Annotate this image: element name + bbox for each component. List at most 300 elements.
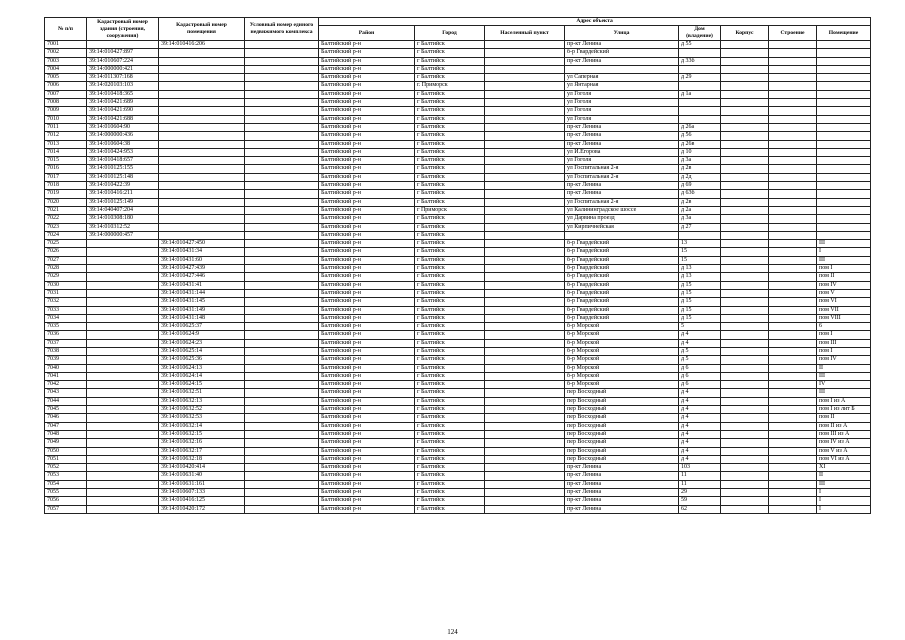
table-cell	[817, 82, 871, 90]
table-cell: д 69	[679, 182, 721, 190]
table-row	[45, 90, 871, 98]
table-cell	[721, 173, 769, 181]
table-cell	[817, 190, 871, 198]
table-cell: пр-кт Ленина	[565, 41, 679, 49]
table-cell	[679, 231, 721, 239]
table-cell: пр-кт Ленина	[565, 480, 679, 488]
table-cell: г Балтийск	[415, 372, 485, 380]
table-cell: 39:14:010632:52	[159, 406, 245, 414]
table-cell: д 56	[679, 132, 721, 140]
table-cell: 13	[679, 240, 721, 248]
table-cell	[769, 198, 817, 206]
table-cell	[159, 123, 245, 131]
table-cell: 7015	[45, 157, 87, 165]
table-cell: 29	[679, 489, 721, 497]
table-cell: г Балтийск	[415, 414, 485, 422]
table-cell	[485, 132, 565, 140]
table-cell: 39:14:010125:148	[87, 173, 159, 181]
table-cell	[769, 497, 817, 505]
table-cell	[769, 99, 817, 107]
table-cell: ул Калининградское шоссе	[565, 206, 679, 214]
table-row	[45, 173, 871, 181]
table-cell	[485, 240, 565, 248]
table-cell	[721, 430, 769, 438]
table-cell: Балтийский р-н	[319, 82, 415, 90]
table-cell: Балтийский р-н	[319, 489, 415, 497]
table-cell: 7046	[45, 414, 87, 422]
table-cell: д 5	[679, 356, 721, 364]
table-cell	[769, 90, 817, 98]
table-cell: Балтийский р-н	[319, 173, 415, 181]
table-cell: г Балтийск	[415, 505, 485, 513]
table-cell: 39:14:010631:40	[159, 472, 245, 480]
table-cell	[485, 439, 565, 447]
table-cell: пом I	[817, 265, 871, 273]
table-cell: III	[817, 372, 871, 380]
table-cell: III	[817, 389, 871, 397]
table-cell: пом III из А	[817, 430, 871, 438]
table-cell: пр-кт Ленина	[565, 57, 679, 65]
table-cell	[485, 198, 565, 206]
table-cell: г Балтийск	[415, 256, 485, 264]
table-cell: д 4	[679, 430, 721, 438]
table-cell: г Балтийск	[415, 439, 485, 447]
table-cell: Балтийский р-н	[319, 397, 415, 405]
table-cell: пер Восходный	[565, 439, 679, 447]
table-cell	[817, 157, 871, 165]
table-cell	[721, 447, 769, 455]
table-cell	[817, 198, 871, 206]
table-cell	[245, 273, 319, 281]
table-cell	[485, 256, 565, 264]
table-cell	[721, 65, 769, 73]
table-cell: 7034	[45, 314, 87, 322]
table-cell	[485, 455, 565, 463]
table-cell: г Балтийск	[415, 198, 485, 206]
table-cell: Балтийский р-н	[319, 273, 415, 281]
table-cell: б-р Морской	[565, 356, 679, 364]
table-cell	[245, 281, 319, 289]
table-row	[45, 231, 871, 239]
table-cell: 62	[679, 505, 721, 513]
table-cell	[485, 206, 565, 214]
table-row	[45, 489, 871, 497]
table-cell	[721, 265, 769, 273]
table-cell: д 6	[679, 381, 721, 389]
header-cad-room: Кадастровый номер помещения	[159, 18, 245, 41]
table-cell: г Балтийск	[415, 323, 485, 331]
table-cell	[721, 182, 769, 190]
table-cell	[245, 406, 319, 414]
table-cell	[769, 41, 817, 49]
table-cell: пом I из лит Б	[817, 406, 871, 414]
table-cell	[721, 256, 769, 264]
table-cell	[485, 223, 565, 231]
table-cell: ул Янтарная	[565, 82, 679, 90]
table-cell	[159, 182, 245, 190]
table-cell: пом V	[817, 289, 871, 297]
table-cell	[769, 256, 817, 264]
table-cell	[721, 231, 769, 239]
table-cell	[87, 364, 159, 372]
table-cell: Балтийский р-н	[319, 464, 415, 472]
table-cell: 39:14:010427:450	[159, 240, 245, 248]
table-cell	[721, 464, 769, 472]
table-cell	[485, 356, 565, 364]
table-cell: д 4	[679, 439, 721, 447]
table-cell: 7042	[45, 381, 87, 389]
table-cell	[769, 464, 817, 472]
table-cell: 7022	[45, 215, 87, 223]
table-cell	[721, 132, 769, 140]
table-cell	[485, 289, 565, 297]
table-cell	[769, 157, 817, 165]
table-cell	[245, 215, 319, 223]
header-korpus: Корпус	[721, 26, 769, 41]
table-row	[45, 256, 871, 264]
table-cell	[87, 265, 159, 273]
table-cell: 39:14:000000:457	[87, 231, 159, 239]
table-cell	[485, 231, 565, 239]
table-cell: 39:14:010427:897	[87, 49, 159, 57]
table-cell: 7013	[45, 140, 87, 148]
table-cell: г Балтийск	[415, 306, 485, 314]
table-cell: 7002	[45, 49, 87, 57]
table-cell	[245, 182, 319, 190]
table-cell	[485, 489, 565, 497]
table-row	[45, 182, 871, 190]
table-cell: д 26в	[679, 140, 721, 148]
table-cell	[769, 74, 817, 82]
table-cell: 39:14:010604:38	[87, 140, 159, 148]
table-cell: 7039	[45, 356, 87, 364]
table-cell: 7014	[45, 148, 87, 156]
table-cell: 39:14:020103:103	[87, 82, 159, 90]
table-cell: пер Восходный	[565, 389, 679, 397]
table-cell: 7047	[45, 422, 87, 430]
table-cell: Балтийский р-н	[319, 323, 415, 331]
table-cell: 39:14:010431:144	[159, 289, 245, 297]
table-cell: Балтийский р-н	[319, 372, 415, 380]
table-cell	[87, 314, 159, 322]
table-cell	[679, 99, 721, 107]
table-cell: пр-кт Ленина	[565, 190, 679, 198]
table-row	[45, 265, 871, 273]
table-cell: г Балтийск	[415, 430, 485, 438]
table-cell: 6	[817, 323, 871, 331]
table-cell: Балтийский р-н	[319, 347, 415, 355]
table-cell	[721, 190, 769, 198]
table-cell	[87, 505, 159, 513]
table-cell: пом VI из А	[817, 455, 871, 463]
table-cell	[721, 422, 769, 430]
table-cell: 7056	[45, 497, 87, 505]
table-cell: Балтийский р-н	[319, 331, 415, 339]
table-cell	[721, 99, 769, 107]
table-cell: 39:14:010420:172	[159, 505, 245, 513]
table-cell: 7030	[45, 281, 87, 289]
table-cell: 39:14:010431:34	[159, 248, 245, 256]
table-cell: г Балтийск	[415, 231, 485, 239]
table-cell: 7049	[45, 439, 87, 447]
table-cell: Балтийский р-н	[319, 430, 415, 438]
table-cell: пр-кт Ленина	[565, 489, 679, 497]
table-cell: Балтийский р-н	[319, 381, 415, 389]
table-cell: д 5	[679, 347, 721, 355]
table-cell: Балтийский р-н	[319, 182, 415, 190]
table-cell	[87, 389, 159, 397]
table-cell	[721, 115, 769, 123]
table-cell	[769, 273, 817, 281]
table-cell	[769, 372, 817, 380]
table-row	[45, 190, 871, 198]
table-cell	[245, 231, 319, 239]
table-cell: 39:14:010418:657	[87, 157, 159, 165]
table-cell	[769, 480, 817, 488]
table-cell	[245, 372, 319, 380]
table-cell	[817, 140, 871, 148]
table-cell: ул Кирпичнейская	[565, 223, 679, 231]
table-cell	[721, 331, 769, 339]
table-cell	[245, 314, 319, 322]
table-cell	[485, 505, 565, 513]
table-cell	[721, 372, 769, 380]
table-cell: Балтийский р-н	[319, 190, 415, 198]
table-cell: 39:14:010632:53	[159, 414, 245, 422]
table-cell	[87, 306, 159, 314]
table-cell: д 55	[679, 41, 721, 49]
table-cell: г Балтийск	[415, 223, 485, 231]
table-cell: 39:14:010421:690	[87, 107, 159, 115]
table-cell	[721, 165, 769, 173]
table-cell: I	[817, 489, 871, 497]
table-cell	[485, 406, 565, 414]
table-row	[45, 480, 871, 488]
table-cell: 39:14:010631:161	[159, 480, 245, 488]
table-cell	[87, 455, 159, 463]
table-cell	[769, 265, 817, 273]
table-cell: пом IV	[817, 356, 871, 364]
table-cell: Балтийский р-н	[319, 289, 415, 297]
table-cell	[245, 489, 319, 497]
table-cell	[159, 107, 245, 115]
table-cell	[769, 140, 817, 148]
table-cell: 39:14:010625:14	[159, 347, 245, 355]
table-row	[45, 82, 871, 90]
table-cell	[485, 57, 565, 65]
table-cell	[485, 49, 565, 57]
table-row	[45, 372, 871, 380]
table-cell	[485, 480, 565, 488]
table-cell: 39:14:010427:446	[159, 273, 245, 281]
table-cell	[485, 447, 565, 455]
table-cell: 7029	[45, 273, 87, 281]
table-cell: 7038	[45, 347, 87, 355]
table-cell: ул Гоголя	[565, 115, 679, 123]
table-cell	[769, 281, 817, 289]
table-cell	[87, 273, 159, 281]
table-cell: 7044	[45, 397, 87, 405]
table-cell: д 4	[679, 389, 721, 397]
table-cell: 39:14:010632:15	[159, 430, 245, 438]
table-cell	[721, 356, 769, 364]
table-cell: 39:14:010431:145	[159, 298, 245, 306]
table-cell: 39:14:010312:52	[87, 223, 159, 231]
table-cell: 39:14:010624:14	[159, 372, 245, 380]
table-cell	[485, 65, 565, 73]
table-cell	[485, 331, 565, 339]
table-cell: г Балтийск	[415, 49, 485, 57]
table-cell: Балтийский р-н	[319, 356, 415, 364]
table-cell	[721, 414, 769, 422]
table-cell: пр-кт Ленина	[565, 140, 679, 148]
table-cell: ул Гоголя	[565, 90, 679, 98]
table-cell: 39:14:010624:15	[159, 381, 245, 389]
table-cell: г Балтийск	[415, 65, 485, 73]
table-cell: 39:14:010632:16	[159, 439, 245, 447]
table-cell: г Балтийск	[415, 422, 485, 430]
table-cell	[245, 455, 319, 463]
table-cell: 11	[679, 472, 721, 480]
table-cell	[245, 364, 319, 372]
table-cell	[87, 339, 159, 347]
table-row	[45, 248, 871, 256]
table-cell: 7021	[45, 206, 87, 214]
table-cell: 39:14:010607:133	[159, 489, 245, 497]
table-cell	[159, 165, 245, 173]
table-cell: д 15	[679, 298, 721, 306]
table-cell: IV	[817, 381, 871, 389]
table-cell	[245, 173, 319, 181]
table-cell	[485, 90, 565, 98]
table-cell	[485, 364, 565, 372]
table-cell	[721, 364, 769, 372]
table-cell	[721, 57, 769, 65]
table-cell: д 4	[679, 331, 721, 339]
table-cell	[87, 472, 159, 480]
table-cell	[159, 49, 245, 57]
table-cell	[159, 57, 245, 65]
table-cell: д 4	[679, 397, 721, 405]
table-cell: 7054	[45, 480, 87, 488]
table-cell	[245, 140, 319, 148]
table-cell	[245, 99, 319, 107]
table-cell	[245, 414, 319, 422]
table-cell	[817, 115, 871, 123]
table-cell	[485, 82, 565, 90]
table-cell	[159, 65, 245, 73]
table-cell: б-р Морской	[565, 339, 679, 347]
table-cell: пер Восходный	[565, 430, 679, 438]
table-cell	[721, 49, 769, 57]
table-cell: 7035	[45, 323, 87, 331]
table-cell: Балтийский р-н	[319, 497, 415, 505]
table-cell	[817, 148, 871, 156]
table-cell: 7036	[45, 331, 87, 339]
table-cell	[721, 273, 769, 281]
table-row	[45, 430, 871, 438]
table-cell: пом IV	[817, 281, 871, 289]
table-cell: д 4	[679, 414, 721, 422]
table-cell: 7009	[45, 107, 87, 115]
header-city: Город	[415, 26, 485, 41]
table-cell: III	[817, 240, 871, 248]
table-row	[45, 306, 871, 314]
table-cell: д 15	[679, 306, 721, 314]
table-cell: д 4	[679, 406, 721, 414]
table-cell: ул Госпитальная 2-я	[565, 198, 679, 206]
table-row	[45, 198, 871, 206]
table-cell: Балтийский р-н	[319, 49, 415, 57]
table-cell: 7003	[45, 57, 87, 65]
table-cell: пер Восходный	[565, 455, 679, 463]
table-cell: Балтийский р-н	[319, 422, 415, 430]
table-cell	[245, 82, 319, 90]
table-cell	[769, 422, 817, 430]
table-cell: 7004	[45, 65, 87, 73]
table-row	[45, 339, 871, 347]
table-cell: Балтийский р-н	[319, 406, 415, 414]
table-cell: Балтийский р-н	[319, 480, 415, 488]
table-cell: д 4	[679, 422, 721, 430]
table-cell: 7048	[45, 430, 87, 438]
table-cell: г Балтийск	[415, 472, 485, 480]
table-cell	[87, 289, 159, 297]
table-cell: 7041	[45, 372, 87, 380]
table-cell: 39:14:010125:155	[87, 165, 159, 173]
table-cell: г Балтийск	[415, 90, 485, 98]
table-cell: г Балтийск	[415, 381, 485, 389]
table-cell: 39:14:010416:125	[159, 497, 245, 505]
table-cell	[769, 165, 817, 173]
table-cell: пр-кт Ленина	[565, 497, 679, 505]
table-cell: г Балтийск	[415, 248, 485, 256]
table-cell	[245, 397, 319, 405]
table-cell: 39:14:010632:18	[159, 455, 245, 463]
table-cell: Балтийский р-н	[319, 132, 415, 140]
table-cell	[769, 472, 817, 480]
table-cell: Балтийский р-н	[319, 306, 415, 314]
table-cell	[565, 65, 679, 73]
table-cell	[721, 281, 769, 289]
table-cell: III	[817, 256, 871, 264]
table-cell: Балтийский р-н	[319, 99, 415, 107]
table-cell: Балтийский р-н	[319, 281, 415, 289]
table-row	[45, 140, 871, 148]
table-row	[45, 406, 871, 414]
table-cell	[245, 497, 319, 505]
table-cell: 39:14:010607:224	[87, 57, 159, 65]
table-cell: г Балтийск	[415, 289, 485, 297]
table-cell	[485, 414, 565, 422]
table-cell	[87, 41, 159, 49]
table-row	[45, 298, 871, 306]
table-cell: 7005	[45, 74, 87, 82]
table-cell	[679, 49, 721, 57]
table-cell	[485, 497, 565, 505]
header-settlement: Населенный пункт	[485, 26, 565, 41]
table-cell: Балтийский р-н	[319, 157, 415, 165]
table-cell	[769, 298, 817, 306]
table-cell: ул Госпитальная 2-я	[565, 173, 679, 181]
table-cell: д 2в	[679, 198, 721, 206]
table-cell: Балтийский р-н	[319, 314, 415, 322]
table-cell	[245, 430, 319, 438]
table-cell	[485, 148, 565, 156]
table-cell: III	[817, 480, 871, 488]
table-cell	[817, 107, 871, 115]
table-cell	[769, 115, 817, 123]
